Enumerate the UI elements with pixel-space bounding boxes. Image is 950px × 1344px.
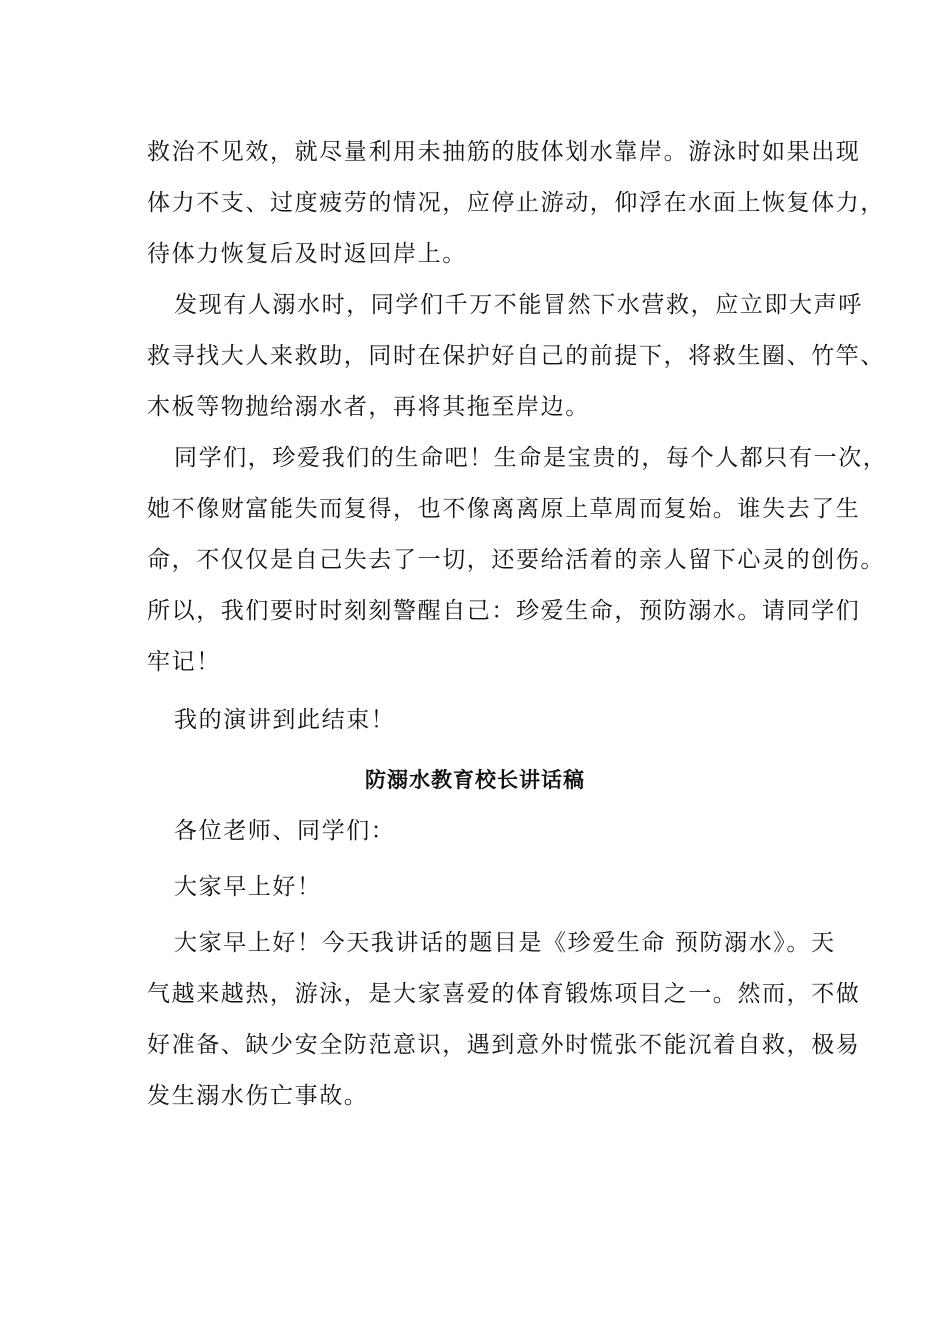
paragraph-line: 命，不仅仅是自己失去了一切，还要给活着的亲人留下心灵的创伤。 <box>147 547 885 573</box>
salutation: 各位老师、同学们： <box>174 818 396 844</box>
paragraph-line: 发生溺水伤亡事故。 <box>147 1083 369 1109</box>
paragraph-line: 好准备、缺少安全防范意识，遇到意外时慌张不能沉着自救，极易 <box>147 1032 861 1058</box>
paragraph-line: 待体力恢复后及时返回岸上。 <box>147 241 467 267</box>
paragraph-line: 牢记！ <box>147 649 221 675</box>
paragraph-line: 体力不支、过度疲劳的情况，应停止游动，仰浮在水面上恢复体力， <box>147 190 885 216</box>
paragraph-line: 她不像财富能失而复得，也不像离离原上草周而复始。谁失去了生 <box>147 496 861 522</box>
section-title: 防溺水教育校长讲话稿 <box>365 767 585 792</box>
closing-line: 我的演讲到此结束！ <box>174 707 396 733</box>
paragraph-line: 气越来越热，游泳，是大家喜爱的体育锻炼项目之一。然而，不做 <box>147 981 861 1007</box>
paragraph-line: 发现有人溺水时，同学们千万不能冒然下水营救，应立即大声呼 <box>174 292 863 318</box>
paragraph-line: 木板等物抛给溺水者，再将其拖至岸边。 <box>147 394 590 420</box>
paragraph-line: 所以，我们要时时刻刻警醒自己：珍爱生命，预防溺水。请同学们 <box>147 598 861 624</box>
paragraph-line: 救寻找大人来救助，同时在保护好自己的前提下，将救生圈、竹竿、 <box>147 343 885 369</box>
paragraph-line: 救治不见效，就尽量利用未抽筋的肢体划水靠岸。游泳时如果出现 <box>147 139 861 165</box>
paragraph-line: 同学们，珍爱我们的生命吧！生命是宝贵的，每个人都只有一次， <box>174 445 888 471</box>
greeting: 大家早上好！ <box>174 874 322 900</box>
paragraph-line: 大家早上好！今天我讲话的题目是《珍爱生命 预防溺水》。天 <box>174 930 836 956</box>
